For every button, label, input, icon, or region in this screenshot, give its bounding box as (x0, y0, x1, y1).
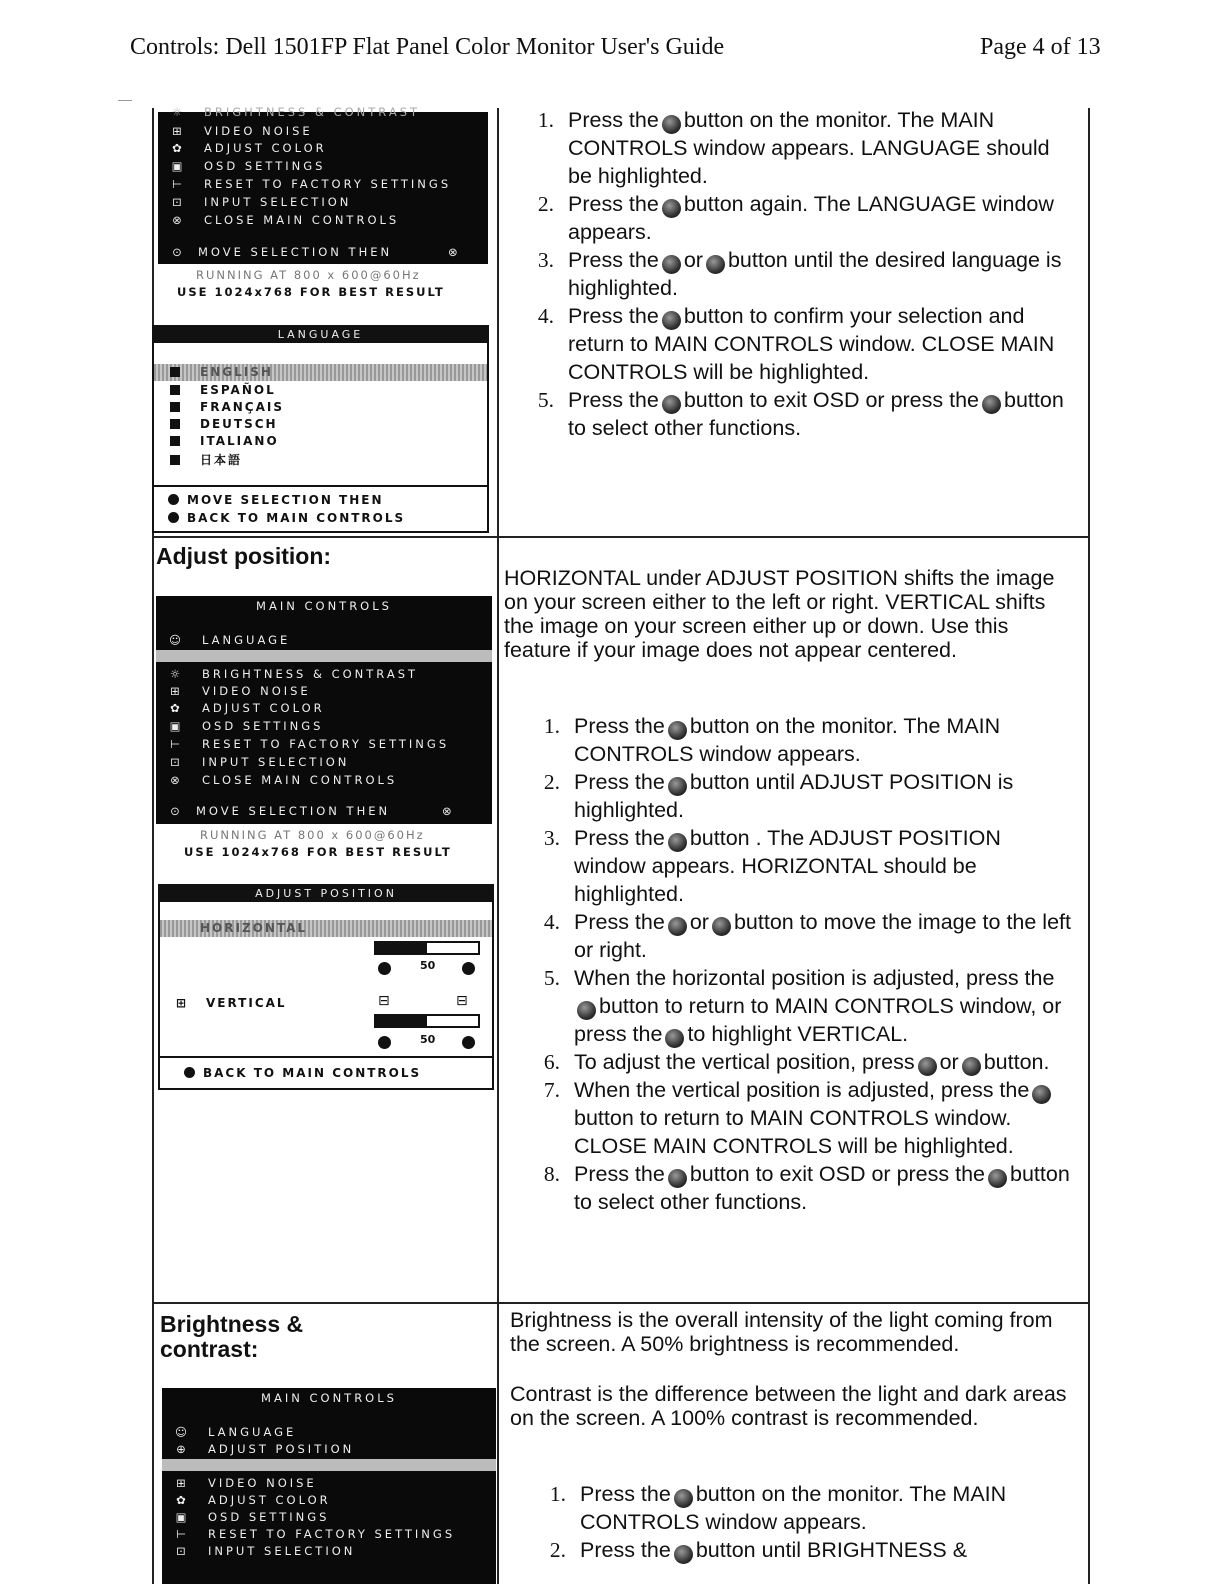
table-row-divider-1 (152, 536, 1090, 538)
language-steps (524, 106, 1069, 442)
brightness-button-icon (674, 1545, 693, 1564)
arrows-icon: ⊙ (170, 804, 180, 818)
osd-title: MAIN CONTROLS (261, 1391, 397, 1405)
adjust-position-icon: ⊕ (176, 1442, 186, 1456)
down-button-icon (706, 255, 725, 274)
horizontal-value: 50 (420, 959, 436, 972)
language-step-5: 5. Press the button to exit OSD or press the button to select other functions. (537, 388, 1064, 440)
input-selection-icon: ⊡ (170, 755, 180, 769)
language-move-selection: MOVE SELECTION THEN (168, 493, 384, 507)
osd-title: MAIN CONTROLS (256, 599, 392, 613)
language-step-2: 2. Press the button again. The LANGUAGE window appears. (537, 192, 1054, 244)
osd-item-reset: RESET TO FACTORY SETTINGS (208, 1527, 456, 1541)
position-step-4: 4. Press the or button to move the image to the left or right. (543, 910, 1071, 962)
right-button-icon (462, 1036, 475, 1049)
position-step-2: 2. Press the button until ADJUST POSITION is highlighted. (543, 770, 1014, 822)
osd-item-input-selection: INPUT SELECTION (202, 755, 350, 769)
header-tick (118, 100, 132, 101)
horizontal-slider[interactable] (374, 941, 480, 955)
osd-item-video-noise: VIDEO NOISE (202, 684, 311, 698)
language-item-japanese: 日本語 (170, 451, 242, 468)
osd-settings-icon: ▣ (175, 1510, 187, 1524)
osd-best-result: USE 1024x768 FOR BEST RESULT (177, 285, 445, 299)
up-button-icon (988, 1169, 1007, 1188)
osd-item-language: LANGUAGE (208, 1425, 297, 1439)
language-submenu-title: LANGUAGE (154, 327, 487, 343)
osd-running-status: RUNNING AT 800 x 600@60Hz (196, 268, 421, 282)
close-icon: ⊗ (170, 773, 180, 787)
left-button-icon (378, 1036, 391, 1049)
table-border-right (1088, 108, 1090, 1584)
language-submenu (152, 325, 489, 533)
video-noise-icon: ⊞ (172, 124, 182, 138)
arrows-icon: ⊙ (172, 245, 182, 259)
menu-button-icon (662, 311, 681, 330)
osd-item-osd-settings: OSD SETTINGS (208, 1510, 330, 1524)
down-box-icon: ⊟ (378, 993, 390, 1009)
language-item-francais: FRANÇAIS (170, 400, 284, 414)
osd-item-adjust-position: ADJUST POSITION (208, 1442, 355, 1456)
menu-button-icon (668, 1169, 687, 1188)
position-step-3: 3. Press the button . The ADJUST POSITION window appears. HORIZONTAL should be highlighted. (543, 826, 1001, 906)
osd-item-osd-settings: OSD SETTINGS (202, 719, 324, 733)
up-button-icon (662, 255, 681, 274)
page-number: Page 4 of 13 (980, 34, 1101, 60)
brightness-steps (536, 1480, 1076, 1564)
reset-icon: ⊢ (169, 737, 181, 751)
menu-button-icon (668, 833, 687, 852)
osd-best-result: USE 1024x768 FOR BEST RESULT (184, 845, 452, 859)
language-step-4: 4. Press the button to confirm your selection and return to MAIN CONTROLS window. CLOSE MAIN CONTROLS will be highlighted. (537, 304, 1055, 384)
main-controls-osd-brightness (162, 1388, 496, 1584)
osd-highlight-row (156, 650, 492, 662)
main-controls-osd-language: ☼ BRIGHTNESS & CONTRAST ⊞ VIDEO NOISE ✿ ADJUST COLOR ▣ OSD SETTINGS ⊢ RESET TO FACTORY SETTINGS ⊡ INPUT SELECTION ⊗ CLOSE MAIN CONTROLS ⊙ MOVE SELECTION THEN ⊗ (158, 112, 488, 264)
osd-item-osd-settings: OSD SETTINGS (204, 159, 326, 173)
language-icon: ☺ (175, 1425, 187, 1439)
osd-settings-icon: ▣ (169, 719, 181, 733)
up-box-icon: ⊟ (456, 993, 468, 1009)
language-step-1: 1. Press the button on the monitor. The MAIN CONTROLS window appears. LANGUAGE should be highlighted. (537, 108, 1050, 188)
osd-item-close-main-controls: CLOSE MAIN CONTROLS (204, 213, 400, 227)
menu-button-icon (662, 199, 681, 218)
select-icon: ⊗ (442, 804, 455, 818)
contrast-paragraph: Contrast is the difference between the light and dark areas on the screen. A 100% contrast is recommended. (510, 1382, 1067, 1430)
brightness-contrast-title: Brightness & contrast: (160, 1311, 304, 1362)
right-button-icon (462, 962, 475, 975)
position-step-1: 1. Press the button on the monitor. The MAIN CONTROLS window appears. (543, 714, 1001, 766)
position-step-5: 5. When the horizontal position is adjusted, press thebutton to return to MAIN CONTROLS window, or press the to highlight VERTICAL. (543, 966, 1062, 1046)
down-button-icon (665, 1029, 684, 1048)
select-icon: ⊗ (448, 245, 461, 259)
osd-item-adjust-color: ADJUST COLOR (202, 701, 325, 715)
up-button-icon (982, 395, 1001, 414)
brightness-paragraph: Brightness is the overall intensity of the light coming from the screen. A 50% brightness is recommended. (510, 1308, 1053, 1356)
reset-icon: ⊢ (171, 177, 183, 191)
adjust-position-title: ADJUST POSITION (160, 886, 492, 902)
brightness-icon: ☼ (171, 105, 183, 119)
input-selection-icon: ⊡ (176, 1544, 186, 1558)
video-noise-icon: ⊞ (170, 684, 180, 698)
position-step-7: 7. When the vertical position is adjusted, press thebutton to return to MAIN CONTROLS window. CLOSE MAIN CONTROLS will be highlighted. (530, 1076, 1078, 1160)
menu-button-icon (662, 115, 681, 134)
left-button-icon (668, 917, 687, 936)
osd-item-input-selection: INPUT SELECTION (208, 1544, 356, 1558)
language-item-deutsch: DEUTSCH (170, 417, 278, 431)
position-steps (530, 712, 1078, 1216)
menu-button-icon (668, 721, 687, 740)
main-controls-osd-position (156, 596, 492, 824)
osd-item-language: LANGUAGE (202, 633, 291, 647)
right-button-icon (712, 917, 731, 936)
table-row-divider-2 (152, 1302, 1090, 1304)
adjust-back-to-main: BACK TO MAIN CONTROLS (184, 1066, 421, 1080)
brightness-step-1: 1. Press the button on the monitor. The MAIN CONTROLS window appears. (549, 1482, 1007, 1534)
language-step-3: 3. Press the or button until the desired language is highlighted. (537, 248, 1062, 300)
osd-item-close-main-controls: CLOSE MAIN CONTROLS (202, 773, 398, 787)
osd-item-video-noise: VIDEO NOISE (204, 124, 313, 138)
video-noise-icon: ⊞ (176, 1476, 186, 1490)
osd-move-selection: MOVE SELECTION THEN (196, 804, 391, 818)
left-button-icon (918, 1057, 937, 1076)
osd-highlight-row (162, 1459, 496, 1471)
vertical-slider[interactable] (374, 1014, 480, 1028)
osd-item-input-selection: INPUT SELECTION (204, 195, 352, 209)
adjust-position-intro: HORIZONTAL under ADJUST POSITION shifts the image on your screen either to the left or right. VERTICAL shifts the image on your screen either up or down. Use this feature if your image does not appear centered. (504, 566, 1055, 662)
language-icon: ☺ (169, 633, 181, 647)
right-button-icon (962, 1057, 981, 1076)
vertical-value: 50 (420, 1033, 436, 1046)
horizontal-slider-fill (376, 943, 427, 953)
brightness-icon: ☼ (169, 667, 181, 681)
osd-running-status: RUNNING AT 800 x 600@60Hz (200, 828, 425, 842)
language-item-espanol: ESPAÑOL (170, 383, 276, 397)
osd-item-reset: RESET TO FACTORY SETTINGS (204, 177, 452, 191)
osd-item-adjust-color: ADJUST COLOR (208, 1493, 331, 1507)
menu-button-icon (577, 1001, 596, 1020)
horizontal-label: HORIZONTAL (200, 921, 308, 935)
vertical-slider-fill (376, 1016, 427, 1026)
adjust-position-submenu (158, 884, 494, 1090)
osd-item-brightness: BRIGHTNESS & CONTRAST (202, 667, 419, 681)
left-button-icon (378, 962, 391, 975)
table-border-middle (497, 108, 499, 1584)
language-back-to-main: BACK TO MAIN CONTROLS (168, 511, 405, 525)
input-selection-icon: ⊡ (172, 195, 182, 209)
osd-settings-icon: ▣ (171, 159, 183, 173)
adjust-position-title: Adjust position: (156, 543, 332, 569)
menu-button-icon (662, 395, 681, 414)
menu-button-icon (1032, 1085, 1051, 1104)
menu-button-icon (674, 1489, 693, 1508)
vertical-row: ⊞ VERTICAL (176, 996, 287, 1010)
osd-item-video-noise: VIDEO NOISE (208, 1476, 317, 1490)
osd-item-adjust-color: ADJUST COLOR (204, 141, 327, 155)
brightness-step-2: 2. Press the button until BRIGHTNESS & (549, 1538, 968, 1562)
osd-move-selection: MOVE SELECTION THEN (198, 245, 393, 259)
position-step-8: 8. Press the button to exit OSD or press the button to select other functions. (543, 1162, 1070, 1214)
close-icon: ⊗ (172, 213, 182, 227)
reset-icon: ⊢ (175, 1527, 187, 1541)
adjust-color-icon: ✿ (176, 1493, 186, 1507)
vertical-position-icon: ⊞ (176, 996, 187, 1010)
adjust-color-icon: ✿ (170, 701, 180, 715)
osd-item-reset: RESET TO FACTORY SETTINGS (202, 737, 450, 751)
adjust-color-icon: ✿ (172, 141, 182, 155)
down-button-icon (668, 777, 687, 796)
document-header-title: Controls: Dell 1501FP Flat Panel Color Monitor User's Guide (130, 34, 725, 60)
language-item-english: ENGLISH (170, 365, 273, 379)
position-step-6: 6. To adjust the vertical position, press or button. (543, 1050, 1050, 1074)
language-item-italiano: ITALIANO (170, 434, 279, 448)
